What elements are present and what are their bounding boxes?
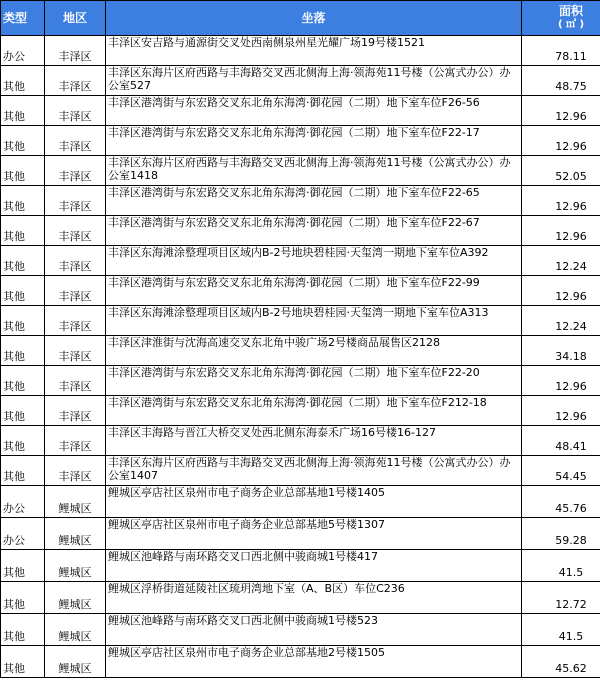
cell-location: 丰泽区东海滩涂整理项目区域内B-2号地块碧桂园·天玺湾一期地下室车位A313 xyxy=(106,306,522,336)
table-row xyxy=(1,486,600,518)
cell-district: 鲤城区 xyxy=(45,518,106,550)
cell-district: 丰泽区 xyxy=(45,36,106,66)
table-row xyxy=(1,336,600,366)
table-row xyxy=(1,426,600,456)
cell-district: 丰泽区 xyxy=(45,456,106,486)
table-row xyxy=(1,366,600,396)
header-size-label: 面积 xyxy=(558,4,583,18)
cell-size: 45.76 xyxy=(522,486,600,518)
cell-location: 鲤城区亭店社区泉州市电子商务企业总部基地1号楼1405 xyxy=(106,486,522,518)
cell-size: 45.62 xyxy=(522,646,600,678)
table-row xyxy=(1,306,600,336)
cell-type: 其他 xyxy=(1,96,45,126)
cell-location: 丰泽区东海片区府西路与丰海路交叉西北侧海上海·领海苑11号楼（公寓式办公）办公室1418 xyxy=(106,156,522,186)
cell-district: 丰泽区 xyxy=(45,96,106,126)
cell-size: 52.05 xyxy=(522,156,600,186)
cell-type: 其他 xyxy=(1,646,45,678)
cell-size: 41.5 xyxy=(522,550,600,582)
cell-district: 丰泽区 xyxy=(45,246,106,276)
cell-location: 鲤城区浮桥街道延陵社区琉玥湾地下室（A、B区）车位C236 xyxy=(106,582,522,614)
cell-size: 34.18 xyxy=(522,336,600,366)
cell-location: 丰泽区港湾街与东宏路交叉东北角东海湾·御花园（二期）地下室车位F22-65 xyxy=(106,186,522,216)
table-row xyxy=(1,582,600,614)
cell-size: 48.75 xyxy=(522,66,600,96)
cell-location: 鲤城区亭店社区泉州市电子商务企业总部基地2号楼1505 xyxy=(106,646,522,678)
header-type: 类型 xyxy=(1,1,45,36)
cell-type: 其他 xyxy=(1,126,45,156)
cell-type: 其他 xyxy=(1,306,45,336)
cell-size: 12.96 xyxy=(522,96,600,126)
cell-district: 丰泽区 xyxy=(45,276,106,306)
table-row xyxy=(1,156,600,186)
cell-size: 12.96 xyxy=(522,216,600,246)
table-row xyxy=(1,216,600,246)
cell-district: 鲤城区 xyxy=(45,614,106,646)
cell-district: 鲤城区 xyxy=(45,646,106,678)
cell-district: 丰泽区 xyxy=(45,306,106,336)
cell-district: 丰泽区 xyxy=(45,156,106,186)
cell-location: 丰泽区港湾街与东宏路交叉东北角东海湾·御花园（二期）地下室车位F22-99 xyxy=(106,276,522,306)
cell-size: 12.72 xyxy=(522,582,600,614)
cell-location: 丰泽区港湾街与东宏路交叉东北角东海湾·御花园（二期）地下室车位F22-67 xyxy=(106,216,522,246)
cell-district: 鲤城区 xyxy=(45,550,106,582)
table-row xyxy=(1,66,600,96)
cell-location: 丰泽区丰海路与晋江大桥交叉处西北侧东海泰禾广场16号楼16-127 xyxy=(106,426,522,456)
cell-type: 其他 xyxy=(1,336,45,366)
table-row xyxy=(1,126,600,156)
cell-size: 12.24 xyxy=(522,306,600,336)
cell-district: 丰泽区 xyxy=(45,186,106,216)
cell-size: 12.96 xyxy=(522,366,600,396)
cell-size: 59.28 xyxy=(522,518,600,550)
cell-type: 其他 xyxy=(1,456,45,486)
cell-type: 办公 xyxy=(1,36,45,66)
cell-type: 其他 xyxy=(1,66,45,96)
cell-district: 丰泽区 xyxy=(45,216,106,246)
cell-location: 丰泽区港湾街与东宏路交叉东北角东海湾·御花园（二期）地下室车位F26-56 xyxy=(106,96,522,126)
cell-type: 其他 xyxy=(1,216,45,246)
cell-location: 鲤城区池峰路与南环路交叉口西北侧中骏商城1号楼417 xyxy=(106,550,522,582)
cell-location: 丰泽区港湾街与东宏路交叉东北角东海湾·御花园（二期）地下室车位F212-18 xyxy=(106,396,522,426)
table-row xyxy=(1,96,600,126)
cell-type: 其他 xyxy=(1,186,45,216)
cell-location: 丰泽区东海片区府西路与丰海路交叉西北侧海上海·领海苑11号楼（公寓式办公）办公室1407 xyxy=(106,456,522,486)
cell-size: 12.24 xyxy=(522,246,600,276)
cell-type: 其他 xyxy=(1,426,45,456)
table-row xyxy=(1,550,600,582)
cell-size: 12.96 xyxy=(522,396,600,426)
cell-location: 丰泽区安吉路与通源街交叉处西南侧泉州星光耀广场19号楼1521 xyxy=(106,36,522,66)
header-district: 地区 xyxy=(45,1,106,36)
cell-district: 丰泽区 xyxy=(45,396,106,426)
cell-type: 办公 xyxy=(1,518,45,550)
cell-type: 其他 xyxy=(1,582,45,614)
cell-type: 其他 xyxy=(1,276,45,306)
table-row xyxy=(1,186,600,216)
cell-location: 丰泽区津淮街与沈海高速交叉东北角中骏广场2号楼商品展售区2128 xyxy=(106,336,522,366)
cell-size: 12.96 xyxy=(522,186,600,216)
cell-location: 丰泽区港湾街与东宏路交叉东北角东海湾·御花园（二期）地下室车位F22-17 xyxy=(106,126,522,156)
cell-location: 丰泽区东海片区府西路与丰海路交叉西北侧海上海·领海苑11号楼（公寓式办公）办公室527 xyxy=(106,66,522,96)
header-size-unit: ( ㎡ ) xyxy=(557,19,585,30)
cell-district: 鲤城区 xyxy=(45,486,106,518)
cell-location: 鲤城区亭店社区泉州市电子商务企业总部基地5号楼1307 xyxy=(106,518,522,550)
table-body xyxy=(1,36,600,678)
cell-size: 78.11 xyxy=(522,36,600,66)
table-row xyxy=(1,614,600,646)
cell-type: 其他 xyxy=(1,246,45,276)
cell-district: 丰泽区 xyxy=(45,426,106,456)
cell-district: 丰泽区 xyxy=(45,66,106,96)
table-row xyxy=(1,36,600,66)
cell-type: 其他 xyxy=(1,550,45,582)
table-row xyxy=(1,518,600,550)
cell-type: 其他 xyxy=(1,614,45,646)
cell-district: 鲤城区 xyxy=(45,582,106,614)
table-row xyxy=(1,456,600,486)
cell-size: 12.96 xyxy=(522,126,600,156)
cell-size: 41.5 xyxy=(522,614,600,646)
table-row xyxy=(1,396,600,426)
cell-location: 鲤城区池峰路与南环路交叉口西北侧中骏商城1号楼523 xyxy=(106,614,522,646)
cell-size: 12.96 xyxy=(522,276,600,306)
table-row xyxy=(1,646,600,678)
cell-size: 54.45 xyxy=(522,456,600,486)
header-row xyxy=(1,1,600,36)
cell-district: 丰泽区 xyxy=(45,336,106,366)
cell-location: 丰泽区港湾街与东宏路交叉东北角东海湾·御花园（二期）地下室车位F22-20 xyxy=(106,366,522,396)
cell-type: 其他 xyxy=(1,366,45,396)
cell-type: 其他 xyxy=(1,156,45,186)
table-row xyxy=(1,276,600,306)
header-size xyxy=(522,1,600,36)
cell-type: 其他 xyxy=(1,396,45,426)
cell-type: 办公 xyxy=(1,486,45,518)
cell-district: 丰泽区 xyxy=(45,366,106,396)
cell-district: 丰泽区 xyxy=(45,126,106,156)
table-header xyxy=(1,1,600,36)
cell-size: 48.41 xyxy=(522,426,600,456)
cell-location: 丰泽区东海滩涂整理项目区域内B-2号地块碧桂园·天玺湾一期地下室车位A392 xyxy=(106,246,522,276)
header-location: 坐落 xyxy=(106,1,522,36)
table-row xyxy=(1,246,600,276)
